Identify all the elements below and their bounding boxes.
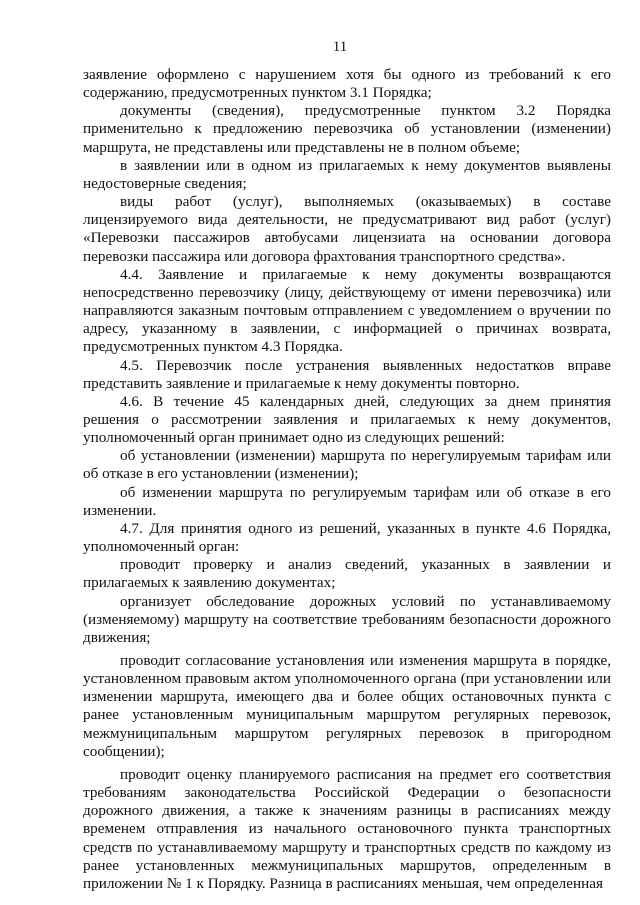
paragraph-unregulated-tariffs: об установлении (изменении) маршрута по нерегулируемым тарифам или об отказе в его установлении (изменении); [83,447,611,483]
paragraph-false-info: в заявлении или в одном из прилагаемых к нему документов выявлены недостоверные сведения; [83,156,611,192]
paragraph-schedule-assessment: проводит оценку планируемого расписания на предмет его соответствия требованиям законодательства Российской Федерации о безопасности дорожного движения, а также к значениям разницы в расписаниях между временем отправления из начального остановочного пункта транспортных средств по устанавливаемому маршруту и транспортных средств по каждому из ранее установленных межмуниципальных маршрутов, определенным в приложении № 1 к Порядку. Разница в расписаниях меньшая, чем определенная [83,765,611,892]
paragraph-4-7: 4.7. Для принятия одного из решений, указанных в пункте 4.6 Порядка, уполномоченный орган: [83,519,611,556]
paragraph-4-5: 4.5. Перевозчик после устранения выявленных недостатков вправе представить заявление и прилагаемые к нему документы повторно. [83,356,611,392]
paragraph-continuation: заявление оформлено с нарушением хотя бы одного из требований к его содержанию, предусмотренных пунктом 3.1 Порядка; [83,66,611,102]
paragraph-regulated-tariffs: об изменении маршрута по регулируемым тарифам или об отказе в его изменении. [83,483,611,519]
paragraph-verification: проводит проверку и анализ сведений, указанных в заявлении и прилагаемых к заявлению документах; [83,556,611,592]
paragraph-coordination: проводит согласование установления или изменения маршрута в порядке, установленном правовым актом уполномоченного органа (при установлении или изменении маршрута, имеющего два и более общих остановочных пункта с ранее установленным муниципальным маршрутом регулярных перевозок, межмуниципальным маршрутом регулярных перевозок в пригородном сообщении); [83,652,611,760]
paragraph-4-6: 4.6. В течение 45 календарных дней, следующих за днем принятия решения о рассмотрении заявления и прилагаемых к нему документов, уполномоченный орган принимает одно из следующих решений: [83,392,611,447]
paragraph-documents-not-provided: документы (сведения), предусмотренные пунктом 3.2 Порядка применительно к предложению перевозчика об установлении (изменении) маршрута, не представлены или представлены не в полном объеме; [83,102,611,156]
page-number: 11 [332,39,348,55]
paragraph-4-4: 4.4. Заявление и прилагаемые к нему документы возвращаются непосредственно перевозчику (лицу, действующему от имени перевозчика) или направляются заказным почтовым отправлением с уведомлением о вручении по адресу, указанному в заявлении, с информацией о причинах возврата, предусмотренных пунктом 4.3 Порядка. [83,265,611,356]
document-body [83,66,611,893]
paragraph-license-types: виды работ (услуг), выполняемых (оказываемых) в составе лицензируемого вида деятельности, не предусматривают вид работ (услуг) «Перевозки пассажиров автобусами лицензиата на основании договора перевозки пассажира или договора фрахтования транспортного средства». [83,193,611,265]
paragraph-road-survey: организует обследование дорожных условий по устанавливаемому (изменяемому) маршруту на соответствие требованиям безопасности дорожного движения; [83,592,611,646]
